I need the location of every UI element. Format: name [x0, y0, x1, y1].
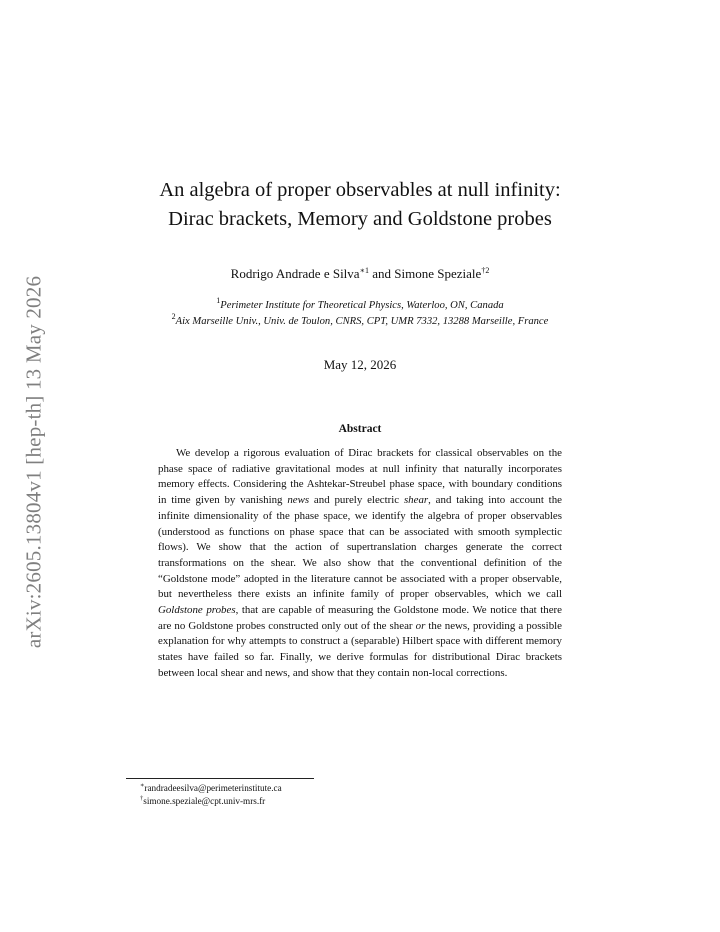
abstract-emphasis-goldstone-probes: Goldstone probes [158, 604, 236, 617]
affiliation-2 [0, 314, 720, 330]
abstract-heading: Abstract [338, 423, 382, 435]
abstract-emphasis-or: or [415, 619, 426, 632]
footnote-2-mark: † [140, 794, 144, 802]
abstract-text-5: the news, providing a possible explanation for why attempts to construct a (separable) Hilbert space with different memory states have failed so far. Finally, we derive formulas for distributional Dirac brackets between local shear and news, and show that they contain non-local corrections. [158, 619, 562, 679]
author-1-name: Rodrigo Andrade e Silva [230, 266, 360, 281]
footnote-1-mark: ∗ [140, 782, 145, 789]
author-list [0, 266, 720, 282]
arxiv-identifier: arXiv:2605.13804v1 [hep-th] 13 May 2026 [21, 275, 46, 649]
author-2-mark: †2 [481, 266, 490, 275]
paper-date: May 12, 2026 [323, 357, 397, 372]
author-connector: and [369, 266, 395, 281]
abstract-text-3: , and taking into account the infinite dimensionality of the phase space, we identify the algebra of proper observables (understood as functions on phase space that can be associated with smooth symplectic flows). We show that the action of supertranslation charges generate the correct transformations on the shear. We also show that the conventional definition of the “Goldstone mode” adopted in the literature cannot be associated with a proper observable, but nevertheless there exists an infinite family of proper observables, which we call [158, 494, 562, 601]
affiliation-1-mark: 1 [216, 296, 221, 305]
affiliation-2-mark: 2 [171, 312, 176, 321]
affiliation-2-text: Aix Marseille Univ., Univ. de Toulon, CNRS, CPT, UMR 7332, 13288 Marseille, France [175, 316, 549, 327]
affiliations [0, 298, 720, 330]
footnote-2-email[interactable]: simone.speziale@cpt.univ-mrs.fr [143, 795, 266, 806]
abstract-body [158, 446, 562, 682]
footnote-1 [140, 782, 282, 795]
abstract-text-4: , that are capable of measuring the Goldstone mode. We notice that there are no Goldstone probes constructed only out of the shear [158, 604, 563, 632]
title-line-1: An algebra of proper observables at null infinity: [159, 179, 561, 201]
author-1-mark: ∗1 [359, 266, 370, 275]
abstract-emphasis-shear: shear [403, 494, 429, 507]
abstract-emphasis-news: news [287, 494, 310, 507]
abstract-text-2: and purely electric [309, 494, 404, 507]
affiliation-1 [0, 298, 720, 314]
footnote-1-email[interactable]: randradeesilva@perimeterinstitute.ca [144, 783, 282, 793]
title-line-2: Dirac brackets, Memory and Goldstone probes [168, 208, 552, 230]
footnotes [140, 782, 282, 807]
footnote-2 [140, 795, 282, 808]
paper-title [0, 176, 720, 234]
footnote-divider [126, 778, 314, 779]
affiliation-1-text: Perimeter Institute for Theoretical Physics, Waterloo, ON, Canada [220, 300, 504, 311]
author-2-name: Simone Speziale [394, 266, 482, 281]
abstract-text-1: We develop a rigorous evaluation of Dirac brackets for classical observables on the phase space of radiative gravitational modes at null infinity that naturally incorporates memory effects. Considering the Ashtekar-Streubel phase space, with boundary conditions in time given by vanishing [158, 447, 562, 507]
